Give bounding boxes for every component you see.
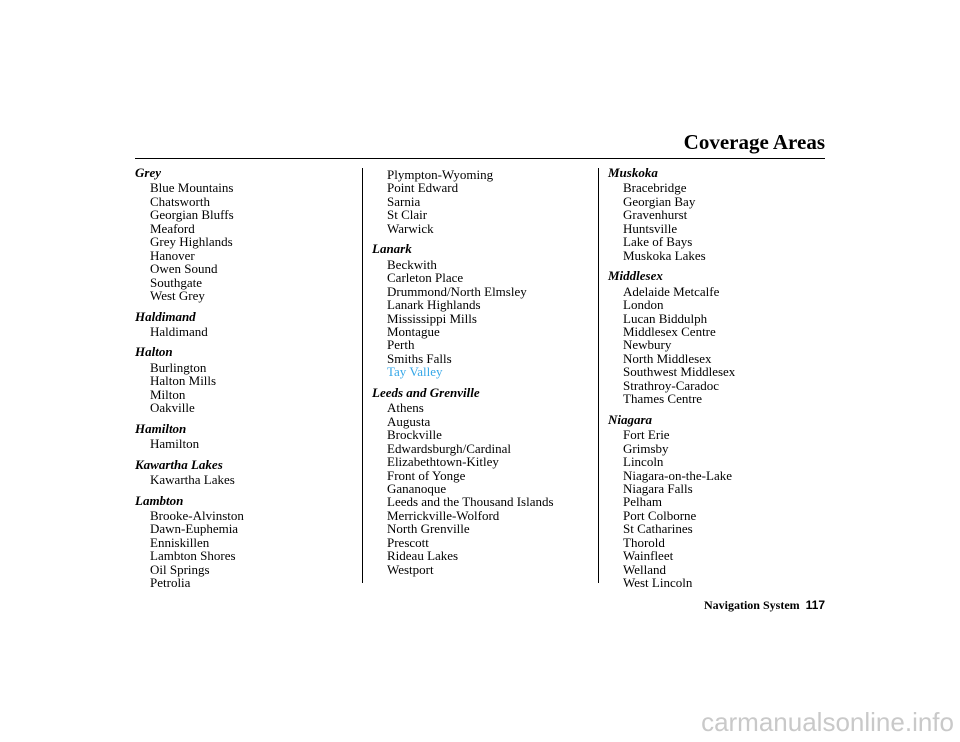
town-item: Kawartha Lakes: [150, 472, 235, 488]
town-item: West Lincoln: [623, 575, 693, 591]
region-halton: [135, 345, 350, 414]
town-item: Edwardsburgh/Cardinal: [387, 440, 511, 456]
page-title: Coverage Areas: [683, 130, 825, 154]
town-item: Mississippi Mills: [387, 310, 477, 326]
town-item: Elizabethtown-Kitley: [387, 454, 499, 470]
town-item: Thames Centre: [623, 391, 703, 407]
town-item: Plympton-Wyoming: [387, 167, 494, 182]
town-item: Smiths Falls: [387, 350, 452, 366]
region-name: Kawartha Lakes: [135, 456, 223, 472]
town-item: Oil Springs: [150, 561, 210, 577]
town-item: Westport: [387, 561, 434, 577]
town-item: Haldimand: [150, 323, 208, 339]
region-middlesex: [608, 269, 823, 406]
town-item: Front of Yonge: [387, 467, 466, 483]
region-lambton-continued: [372, 168, 587, 235]
column-3: [608, 166, 823, 597]
region-name: Lanark: [372, 241, 412, 257]
town-item: Blue Mountains: [150, 180, 234, 196]
region-muskoka: [608, 166, 823, 262]
town-item: Dawn-Euphemia: [150, 521, 239, 537]
region-lambton: [135, 494, 350, 590]
town-item: North Grenville: [387, 521, 470, 537]
town-item: Drummond/North Elmsley: [387, 283, 527, 299]
town-item: Lucan Biddulph: [623, 310, 708, 326]
town-item: Niagara-on-the-Lake: [623, 467, 732, 483]
town-item: Newbury: [623, 337, 672, 353]
region-lanark: [372, 242, 587, 379]
town-item: Grey Highlands: [150, 234, 233, 250]
region-name: Niagara: [608, 411, 653, 427]
town-item: Port Colborne: [623, 507, 697, 523]
town-item: Strathroy-Caradoc: [623, 377, 720, 393]
page-number: 117: [805, 598, 825, 612]
town-item: Gravenhurst: [623, 207, 688, 223]
town-item: Adelaide Metcalfe: [623, 283, 720, 299]
town-item: Gananoque: [387, 480, 447, 496]
town-item: St Clair: [387, 207, 428, 223]
region-haldimand: [135, 310, 350, 339]
region-grey: [135, 166, 350, 303]
town-item: Southwest Middlesex: [623, 364, 736, 380]
town-item: Hamilton: [150, 436, 200, 452]
town-item: Huntsville: [623, 220, 678, 236]
town-item: Augusta: [387, 413, 431, 429]
region-kawartha-lakes: [135, 458, 350, 487]
region-name: Muskoka: [608, 165, 658, 180]
town-item: Welland: [623, 561, 666, 577]
town-item: Enniskillen: [150, 534, 210, 550]
town-item: Southgate: [150, 274, 202, 290]
town-item: Niagara Falls: [623, 480, 693, 496]
town-item: Perth: [387, 337, 415, 353]
region-name: Hamilton: [135, 420, 187, 436]
town-item: Petrolia: [150, 575, 191, 591]
region-name: Middlesex: [608, 268, 663, 284]
region-name: Haldimand: [135, 308, 196, 324]
town-item: Thorold: [623, 534, 665, 550]
town-item: Grimsby: [623, 440, 669, 456]
page-footer: [704, 598, 825, 613]
town-item: Carleton Place: [387, 270, 464, 286]
town-item: Pelham: [623, 494, 662, 510]
town-item: Rideau Lakes: [387, 548, 459, 564]
region-name: Halton: [135, 344, 173, 360]
region-hamilton: [135, 422, 350, 451]
column-divider: [598, 168, 599, 583]
town-item: Lincoln: [623, 454, 664, 470]
town-item: Brockville: [387, 427, 442, 443]
column-divider: [362, 168, 363, 583]
town-item: Chatsworth: [150, 193, 210, 209]
town-item: Warwick: [387, 220, 434, 236]
region-niagara: [608, 413, 823, 590]
town-item: Muskoka Lakes: [623, 247, 706, 263]
town-item: Point Edward: [387, 180, 459, 196]
region-leeds-and-grenville: [372, 386, 587, 576]
town-item: Leeds and the Thousand Islands: [387, 494, 554, 510]
town-item: Wainfleet: [623, 548, 674, 564]
town-item: Brooke-Alvinston: [150, 507, 244, 523]
town-item: Beckwith: [387, 256, 437, 272]
town-item: St Catharines: [623, 521, 693, 537]
region-name: Grey: [135, 165, 161, 180]
town-item: Lambton Shores: [150, 548, 236, 564]
town-item: West Grey: [150, 288, 205, 304]
town-item: Merrickville-Wolford: [387, 507, 500, 523]
title-rule: [135, 158, 825, 159]
town-item: Sarnia: [387, 193, 421, 209]
region-name: Lambton: [135, 492, 184, 508]
town-item: London: [623, 297, 664, 313]
town-item: Fort Erie: [623, 427, 670, 443]
town-item: Middlesex Centre: [623, 323, 716, 339]
town-item: Georgian Bay: [623, 193, 696, 209]
footer-section-label: Navigation System: [703, 598, 800, 612]
town-item: Lake of Bays: [623, 234, 693, 250]
town-item: Georgian Bluffs: [150, 207, 234, 223]
region-name: Leeds and Grenville: [372, 384, 480, 400]
town-item: Hanover: [150, 247, 195, 263]
town-item: North Middlesex: [623, 350, 712, 366]
town-link[interactable]: Tay Valley: [387, 364, 443, 380]
column-1: [135, 166, 350, 597]
town-item: Oakville: [150, 400, 195, 416]
watermark: carmanualsonline.info: [701, 707, 954, 737]
town-item: Milton: [150, 386, 186, 402]
town-item: Bracebridge: [623, 180, 687, 196]
town-item: Montague: [387, 323, 440, 339]
town-item: Owen Sound: [150, 261, 218, 277]
column-2: [372, 168, 587, 583]
town-item: Burlington: [150, 359, 207, 375]
town-item: Meaford: [150, 220, 195, 236]
town-item: Prescott: [387, 534, 429, 550]
town-item: Lanark Highlands: [387, 297, 481, 313]
town-item: Athens: [387, 400, 424, 416]
town-item: Halton Mills: [150, 373, 217, 389]
